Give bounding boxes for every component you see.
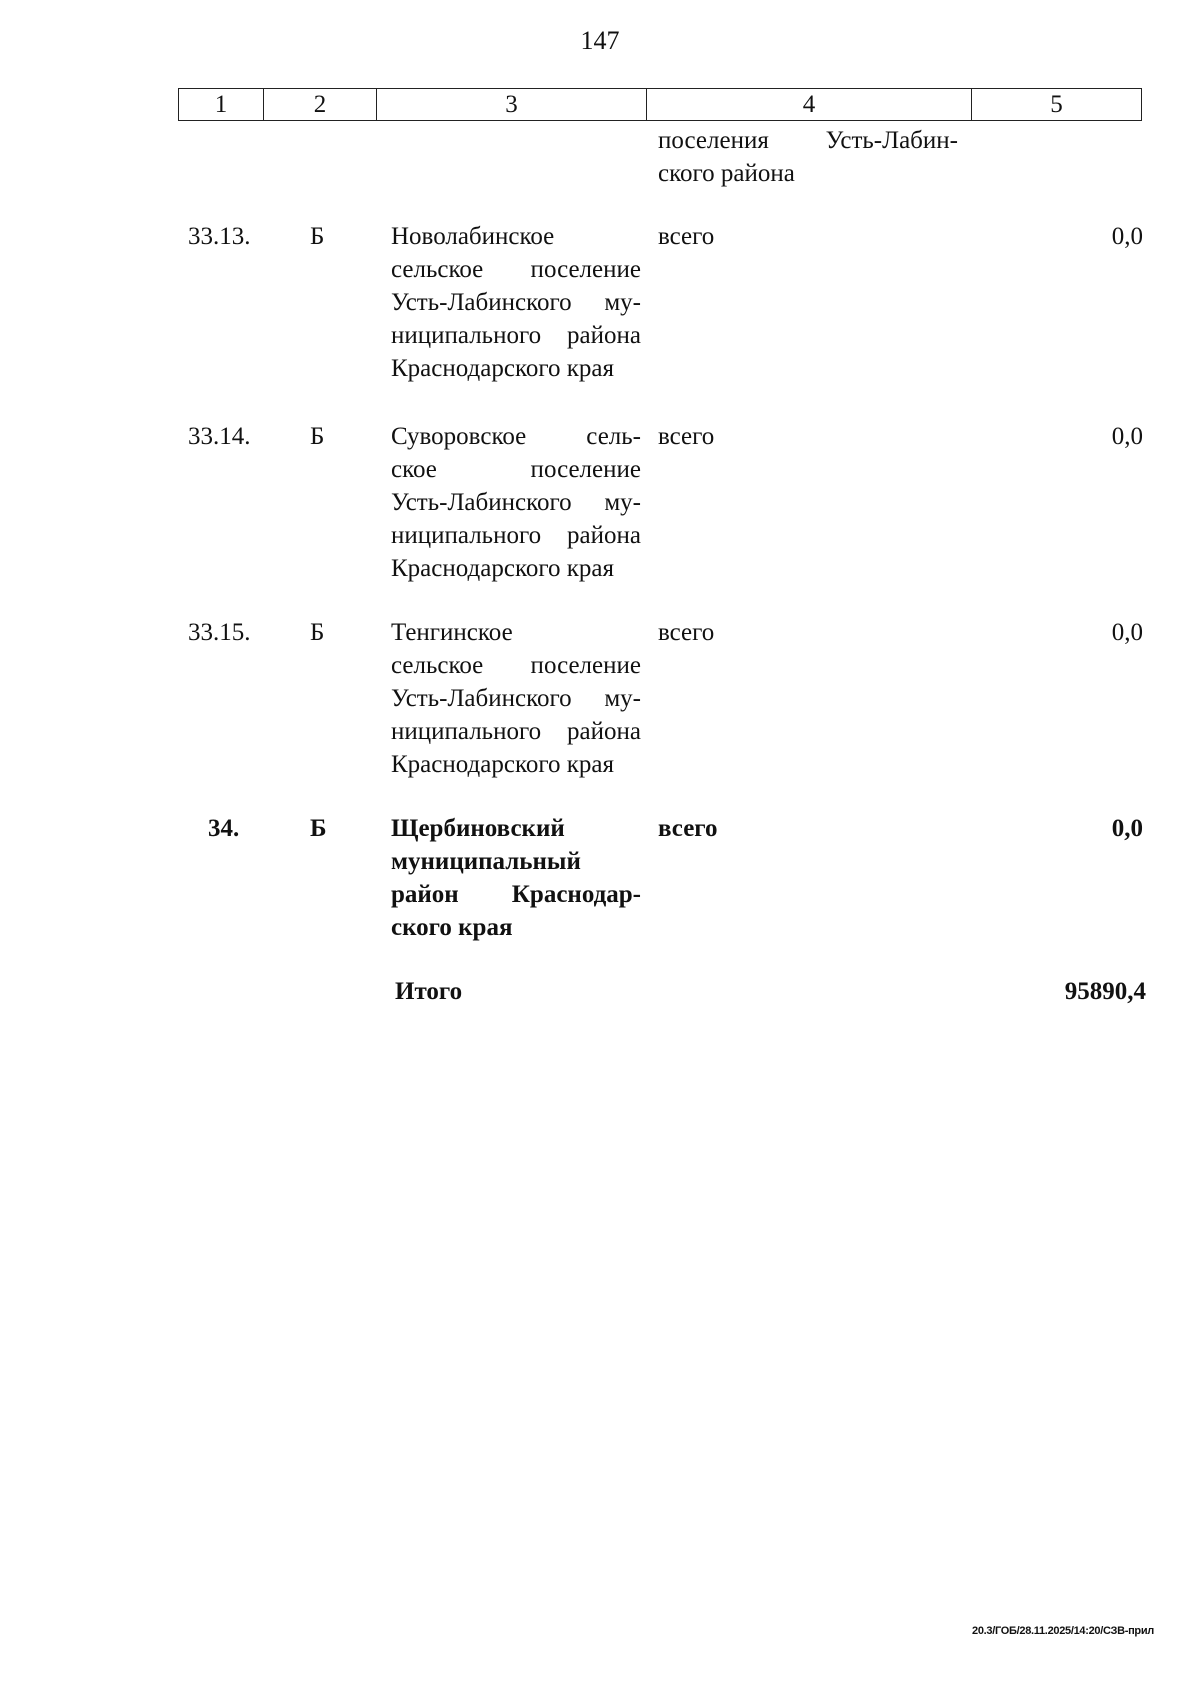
row-name-line: Суворовское сель- [391, 423, 641, 450]
continuation-line: поселения Усть-Лабин- [658, 127, 958, 154]
row-letter: Б [310, 815, 327, 842]
row-kind: всего [658, 815, 718, 842]
row-name-line: Тенгинское [391, 619, 513, 646]
row-name-line: ниципального района [391, 522, 641, 549]
row-name-line: район Краснодар- [391, 881, 641, 908]
row-name [391, 220, 641, 385]
row-name [391, 812, 641, 944]
header-col-1: 1 [179, 89, 264, 121]
row-name-line: ниципального района [391, 322, 641, 349]
header-col-5: 5 [972, 89, 1142, 121]
header-col-4: 4 [647, 89, 972, 121]
row-name-line: сельское поселение [391, 256, 641, 283]
row-name-line: Новолабинское [391, 223, 555, 250]
row-name-line: Щербиновский [391, 815, 565, 842]
continuation-text [658, 124, 958, 190]
row-number: 33.15. [188, 619, 251, 646]
row-name-line: муниципальный [391, 848, 581, 875]
row-letter: Б [310, 423, 325, 450]
header-col-2: 2 [264, 89, 377, 121]
row-value: 0,0 [1111, 223, 1143, 250]
header-col-3: 3 [377, 89, 647, 121]
row-name-line: ского края [391, 914, 513, 941]
page-number: 147 [580, 26, 620, 55]
row-number: 34. [208, 815, 240, 842]
row-number: 33.13. [188, 223, 251, 250]
continuation-line: ского района [658, 160, 795, 187]
row-value: 0,0 [1111, 423, 1143, 450]
row-name-line: Краснодарского края [391, 751, 614, 778]
row-name [391, 420, 641, 585]
row-name-line: ское поселение [391, 456, 641, 483]
footer-code: 20.3/ГОБ/28.11.2025/14:20/СЗВ-прил [972, 1625, 1154, 1637]
row-value: 0,0 [1111, 619, 1143, 646]
row-value: 0,0 [1111, 815, 1143, 842]
row-name-line: Усть-Лабинского му- [391, 685, 641, 712]
row-kind: всего [658, 619, 715, 646]
row-letter: Б [310, 619, 325, 646]
row-name [391, 616, 641, 781]
total-value: 95890,4 [1064, 978, 1146, 1005]
row-letter: Б [310, 223, 325, 250]
row-name-line: Усть-Лабинского му- [391, 489, 641, 516]
row-name-line: сельское поселение [391, 652, 641, 679]
row-name-line: ниципального района [391, 718, 641, 745]
total-label: Итого [395, 978, 463, 1005]
row-kind: всего [658, 423, 715, 450]
table-header [178, 88, 1142, 121]
row-kind: всего [658, 223, 715, 250]
row-name-line: Краснодарского края [391, 355, 614, 382]
row-number: 33.14. [188, 423, 251, 450]
row-name-line: Краснодарского края [391, 555, 614, 582]
row-name-line: Усть-Лабинского му- [391, 289, 641, 316]
